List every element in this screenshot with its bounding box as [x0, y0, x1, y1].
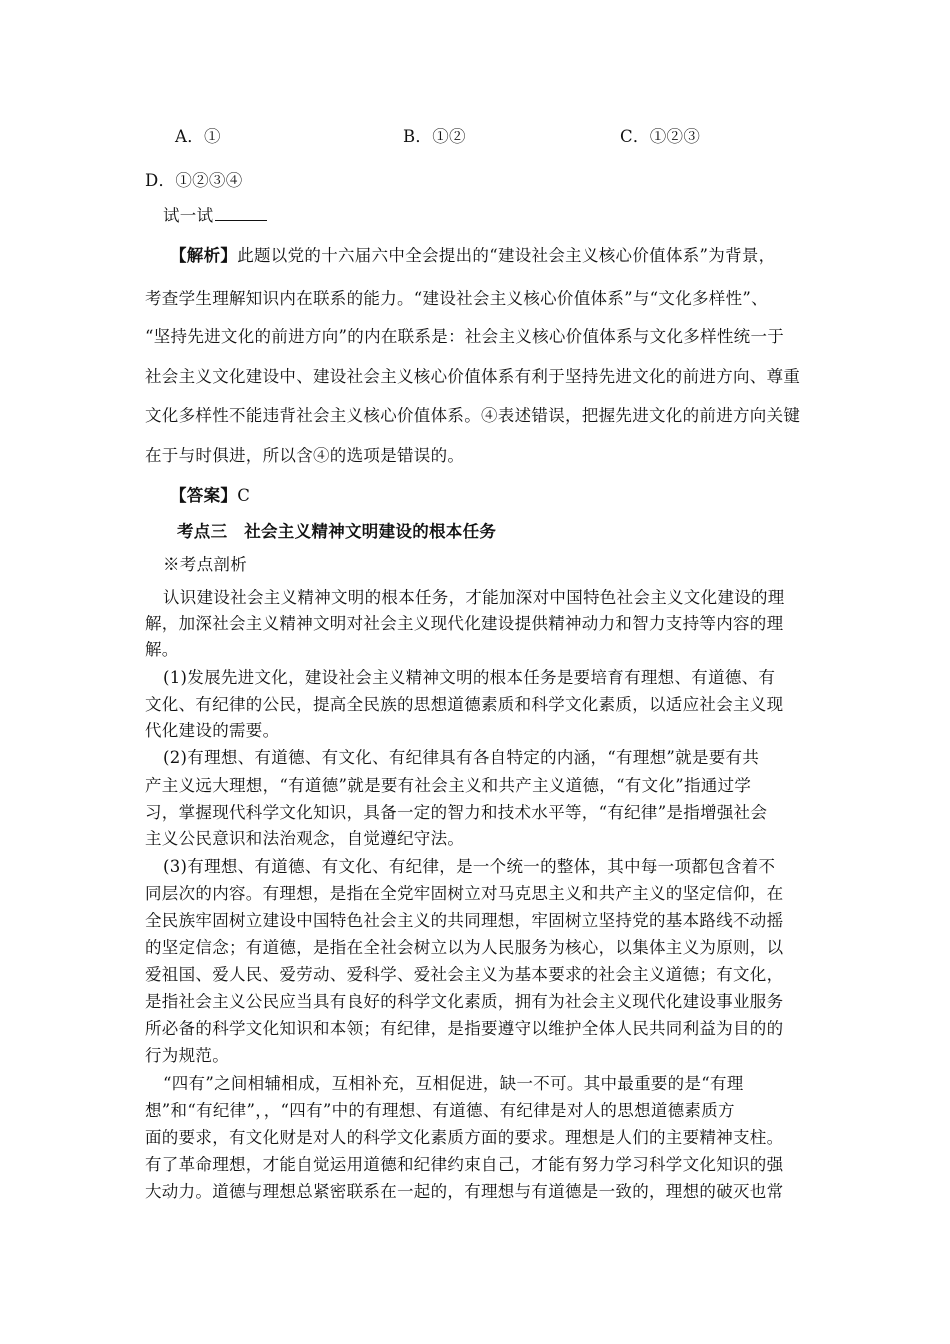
answer-blank — [215, 206, 267, 221]
section-heading: 考点三 社会主义精神文明建设的根本任务 — [177, 522, 497, 541]
body-line-8: 产主义远大理想，“有道德”就是要有社会主义和共产主义道德，“有文化”指通过学 — [145, 776, 752, 795]
body-line-10: 主义公民意识和法治观念，自觉遵纪守法。 — [145, 829, 465, 848]
analysis-line-2: 考查学生理解知识内在联系的能力。“建设社会主义核心价值体系”与“文化多样性”、 — [145, 289, 768, 308]
body-line-1: 认识建设社会主义精神文明的根本任务，才能加深对中国特色社会主义文化建设的理 — [163, 588, 785, 607]
body-line-4: (1)发展先进文化，建设社会主义精神文明的根本任务是要培育有理想、有道德、有 — [163, 668, 776, 687]
analysis-line-3: “坚持先进文化的前进方向”的内在联系是：社会主义核心价值体系与文化多样性统一于 — [145, 327, 785, 346]
analysis-line-5: 文化多样性不能违背社会主义核心价值体系。④表述错误，把握先进文化的前进方向关键 — [145, 406, 801, 425]
analysis-line-6: 在于与时俱进，所以含④的选项是错误的。 — [145, 446, 465, 465]
try-prompt — [163, 205, 267, 227]
analysis-line-4: 社会主义文化建设中、建设社会主义核心价值体系有利于坚持先进文化的前进方向、尊重 — [145, 367, 801, 386]
section-subheading: ※考点剖析 — [163, 555, 247, 574]
body-line-2: 解，加深社会主义精神文明对社会主义现代化建设提供精神动力和智力支持等内容的理 — [145, 614, 784, 633]
body-line-22: 有了革命理想，才能自觉运用道德和纪律约束自己，才能有努力学习科学文化知识的强 — [145, 1155, 784, 1174]
option-d: D．①②③④ — [145, 171, 243, 190]
body-line-13: 全民族牢固树立建设中国特色社会主义的共同理想，牢固树立坚持党的基本路线不动摇 — [145, 911, 784, 930]
analysis-text-1: 此题以党的十六届六中全会提出的“建设社会主义核心价值体系”为背景， — [237, 246, 776, 265]
body-line-16: 是指社会主义公民应当具有良好的科学文化素质，拥有为社会主义现代化建设事业服务 — [145, 992, 784, 1011]
body-line-21: 面的要求，有文化财是对人的科学文化素质方面的要求。理想是人们的主要精神支柱。 — [145, 1128, 784, 1147]
answer-value: C — [237, 486, 251, 505]
try-label: 试一试 — [163, 206, 214, 225]
body-line-23: 大动力。道德与理想总紧密联系在一起的，有理想与有道德是一致的，理想的破灭也常 — [145, 1182, 784, 1201]
body-line-7: (2)有理想、有道德、有文化、有纪律具有各自特定的内涵，“有理想”就是要有共 — [163, 748, 760, 767]
answer-tag: 【答案】 — [170, 486, 238, 505]
body-line-12: 同层次的内容。有理想，是指在全党牢固树立对马克思主义和共产主义的坚定信仰，在 — [145, 884, 784, 903]
option-a: A．① — [175, 127, 221, 146]
body-line-3: 解。 — [145, 640, 179, 659]
body-line-14: 的坚定信念；有道德，是指在全社会树立以为人民服务为核心，以集体主义为原则，以 — [145, 938, 784, 957]
option-c: C．①②③ — [620, 127, 701, 146]
answer-line — [170, 485, 250, 507]
body-line-18: 行为规范。 — [145, 1046, 229, 1065]
body-line-5: 文化、有纪律的公民，提高全民族的思想道德素质和科学文化素质，以适应社会主义现 — [145, 695, 784, 714]
analysis-line-1 — [170, 245, 775, 267]
option-b: B．①② — [403, 127, 466, 146]
analysis-tag: 【解析】 — [170, 246, 238, 265]
body-line-6: 代化建设的需要。 — [145, 721, 280, 740]
body-line-15: 爱祖国、爱人民、爱劳动、爱科学、爱社会主义为基本要求的社会主义道德；有文化， — [145, 965, 784, 984]
body-line-17: 所必备的科学文化知识和本领；有纪律，是指要遵守以维护全体人民共同利益为目的的 — [145, 1019, 784, 1038]
body-line-9: 习，掌握现代科学文化知识，具备一定的智力和技术水平等，“有纪律”是指增强社会 — [145, 803, 768, 822]
body-line-11: (3)有理想、有道德、有文化、有纪律，是一个统一的整体，其中每一项都包含着不 — [163, 857, 776, 876]
body-line-19: “四有”之间相辅相成，互相补充，互相促进，缺一不可。其中最重要的是“有理 — [163, 1074, 744, 1093]
body-line-20: 想”和“有纪律”，，“四有”中的有理想、有道德、有纪律是对人的思想道德素质方 — [145, 1101, 735, 1120]
